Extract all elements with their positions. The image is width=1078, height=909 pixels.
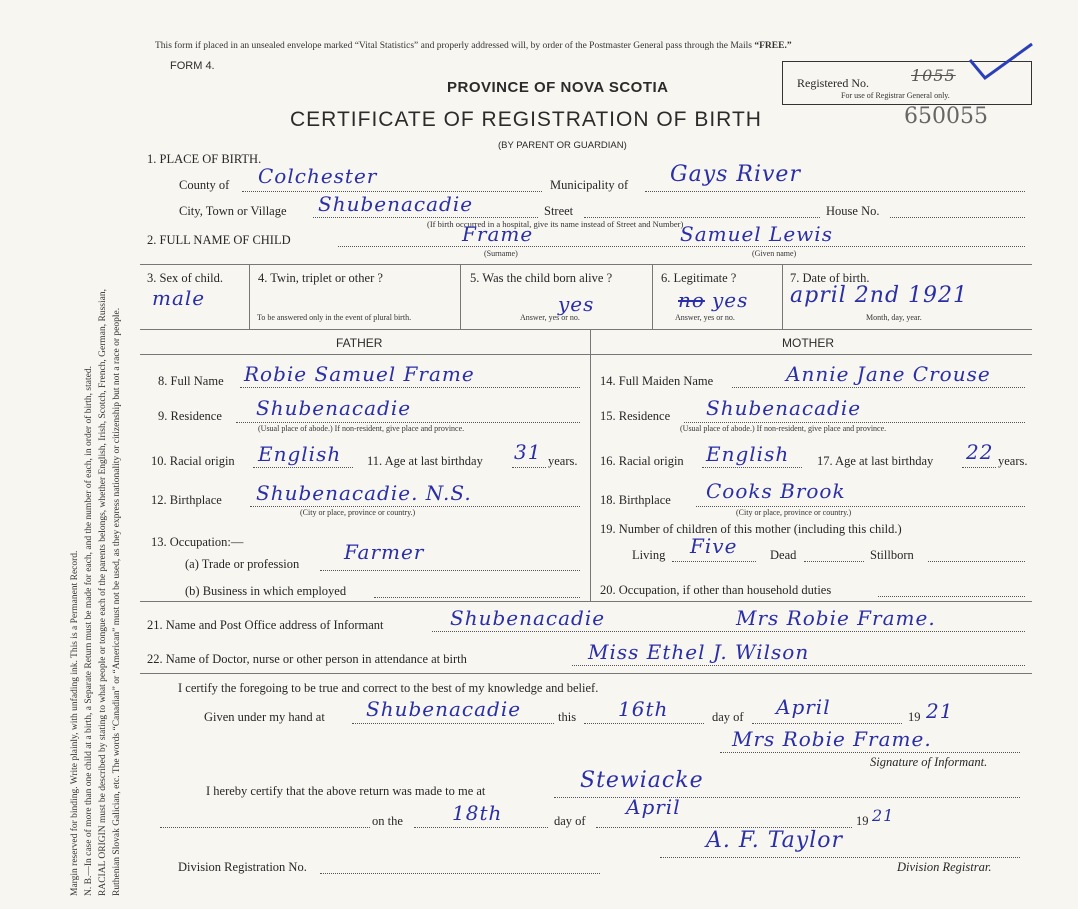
- informant-line: [432, 631, 1025, 632]
- return-place-value: Stewiacke: [580, 768, 704, 793]
- child-name-label: 2. FULL NAME OF CHILD: [147, 233, 291, 247]
- mother-living-label: Living: [632, 548, 666, 562]
- return-month-value: April: [626, 795, 681, 819]
- father-racial-label: 10. Racial origin: [151, 454, 235, 468]
- father-birthplace-line: [250, 506, 580, 507]
- given-under-label: Given under my hand at: [204, 710, 325, 724]
- father-name-line: [240, 387, 580, 388]
- mother-name-line: [732, 387, 1025, 388]
- margin-note-binding: Margin reserved for binding. Write plainly, with unfading ink. This is a Permanent Record.: [70, 550, 80, 896]
- sex-value: male: [152, 286, 206, 310]
- details-divider-4: [782, 264, 783, 329]
- county-label: County of: [179, 178, 230, 192]
- return-blank-line: [160, 827, 370, 828]
- certify-text: I certify the foregoing to be true and correct to the best of my knowledge and belief.: [178, 681, 599, 695]
- given-place-value: Shubenacadie: [366, 697, 522, 721]
- mother-age-unit: years.: [998, 454, 1028, 468]
- father-racial-value: English: [258, 442, 342, 466]
- details-divider-3: [652, 264, 653, 329]
- mother-heading: MOTHER: [782, 336, 834, 350]
- registered-note: For use of Registrar General only.: [841, 91, 950, 100]
- given-year-value: 21: [926, 699, 954, 723]
- stamp-number: 650055: [904, 104, 988, 129]
- mother-racial-label: 16. Racial origin: [600, 454, 684, 468]
- informant-label: 21. Name and Post Office address of Informant: [147, 618, 384, 632]
- twin-label: 4. Twin, triplet or other ?: [258, 271, 383, 285]
- registrar-signature: A. F. Taylor: [706, 828, 844, 853]
- city-label: City, Town or Village: [179, 204, 287, 218]
- date-of-birth-label: 7. Date of birth.: [790, 271, 870, 285]
- mail-notice-text: This form if placed in an unsealed envelope marked “Vital Statistics” and properly addressed will, by order of the Postmaster General pass through the Mails: [155, 41, 752, 51]
- legitimate-note: Answer, yes or no.: [675, 313, 735, 322]
- father-racial-line: [253, 467, 353, 468]
- page-subtitle: (BY PARENT OR GUARDIAN): [498, 140, 627, 151]
- child-surname: Frame: [462, 222, 534, 246]
- father-occupation-label: 13. Occupation:—: [151, 535, 244, 549]
- given-this-label: this: [558, 710, 577, 724]
- return-on-the-label: on the: [372, 814, 403, 828]
- legitimate-struck-value: no: [678, 288, 705, 312]
- given-day-of-label: day of: [712, 710, 744, 724]
- province-heading: PROVINCE OF NOVA SCOTIA: [447, 79, 669, 96]
- return-year-value: 21: [872, 806, 895, 825]
- check-mark-icon: [960, 40, 1040, 85]
- mother-age-value: 22: [966, 440, 994, 464]
- return-place-line: [554, 797, 1020, 798]
- child-given-name: Samuel Lewis: [680, 222, 833, 246]
- father-birthplace-label: 12. Birthplace: [151, 493, 222, 507]
- mother-residence-note: (Usual place of abode.) If non-resident, give place and province.: [680, 424, 887, 433]
- registered-number: 1055: [911, 66, 956, 85]
- father-birthplace-note: (City or place, province or country.): [300, 508, 416, 517]
- twin-note: To be answered only in the event of plural birth.: [257, 313, 412, 322]
- sex-label: 3. Sex of child.: [147, 271, 224, 285]
- father-trade-label: (a) Trade or profession: [185, 557, 300, 571]
- city-value: Shubenacadie: [318, 192, 474, 216]
- mother-name-label: 14. Full Maiden Name: [600, 374, 714, 388]
- details-top-rule: [140, 264, 1032, 265]
- father-residence-label: 9. Residence: [158, 409, 222, 423]
- return-text: I hereby certify that the above return was made to me at: [206, 784, 486, 798]
- return-day-value: 18th: [452, 801, 503, 825]
- margin-note-nationality: Ruthenian Slovak Galician, etc. The words “Canadian” or “American” must not be used, as they express nationality or citizenship but not a race or people.: [112, 307, 122, 896]
- mother-residence-value: Shubenacadie: [706, 396, 862, 420]
- given-day-value: 16th: [618, 697, 669, 721]
- details-bottom-rule: [140, 329, 1032, 330]
- father-age-unit: years.: [548, 454, 578, 468]
- city-line: [313, 217, 538, 218]
- date-of-birth-value: april 2nd 1921: [790, 283, 969, 308]
- mother-occupation-label: 20. Occupation, if other than household duties: [600, 583, 832, 597]
- father-name-label: 8. Full Name: [158, 374, 224, 388]
- mail-free-label: “FREE.”: [754, 41, 792, 51]
- given-day-line: [584, 723, 704, 724]
- division-registration-label: Division Registration No.: [178, 860, 307, 874]
- surname-note: (Surname): [484, 249, 518, 258]
- given-year-prefix: 19: [908, 710, 921, 724]
- details-divider-2: [460, 264, 461, 329]
- father-heading: FATHER: [336, 336, 383, 350]
- father-business-line: [374, 597, 580, 598]
- alive-note: Answer, yes or no.: [520, 313, 580, 322]
- house-label: House No.: [826, 204, 880, 218]
- given-name-note: (Given name): [752, 249, 797, 258]
- given-month-value: April: [776, 695, 831, 719]
- parents-heading-rule: [140, 354, 1032, 355]
- legitimate-label: 6. Legitimate ?: [661, 271, 737, 285]
- municipality-value: Gays River: [670, 162, 801, 187]
- mail-notice: [155, 41, 792, 51]
- municipality-line: [645, 191, 1025, 192]
- father-age-line: [512, 467, 546, 468]
- child-name-line: [338, 246, 1025, 247]
- mother-racial-line: [702, 467, 802, 468]
- legitimate-value: yes: [712, 288, 749, 312]
- mother-name-value: Annie Jane Crouse: [786, 362, 991, 386]
- given-month-line: [752, 723, 902, 724]
- informant-name: Mrs Robie Frame.: [736, 606, 936, 630]
- parents-center-rule: [590, 329, 591, 601]
- municipality-label: Municipality of: [550, 178, 629, 192]
- father-trade-line: [320, 570, 580, 571]
- alive-label: 5. Was the child born alive ?: [470, 271, 613, 285]
- division-registration-line: [320, 873, 600, 874]
- house-line: [890, 217, 1025, 218]
- mother-residence-line: [684, 422, 1025, 423]
- details-divider-1: [249, 264, 250, 329]
- attendant-label: 22. Name of Doctor, nurse or other person in attendance at birth: [147, 652, 467, 666]
- hospital-note: (If birth occurred in a hospital, give its name instead of Street and Number): [427, 219, 684, 229]
- mother-birthplace-line: [696, 506, 1025, 507]
- informant-signature: Mrs Robie Frame.: [732, 727, 932, 751]
- margin-note-racial-origin: RACIAL ORIGIN must be described by stating to what people or tongue each of the parents belongs, whether English, Irish, Scotch, French, German, Russian,: [98, 289, 108, 896]
- return-day-of-label: day of: [554, 814, 586, 828]
- mother-living-line: [672, 561, 756, 562]
- street-label: Street: [544, 204, 574, 218]
- street-line: [584, 217, 820, 218]
- signature-of-informant-label: Signature of Informant.: [870, 755, 988, 769]
- father-birthplace-value: Shubenacadie. N.S.: [256, 481, 472, 505]
- return-day-line: [414, 827, 548, 828]
- mother-stillborn-line: [928, 561, 1025, 562]
- mother-birthplace-value: Cooks Brook: [706, 479, 846, 503]
- mother-occupation-line: [878, 596, 1025, 597]
- registrar-signature-line: [660, 857, 1020, 858]
- mother-racial-value: English: [706, 442, 790, 466]
- father-residence-value: Shubenacadie: [256, 396, 412, 420]
- date-of-birth-note: Month, day, year.: [866, 313, 922, 322]
- mother-stillborn-label: Stillborn: [870, 548, 914, 562]
- place-of-birth-label: 1. PLACE OF BIRTH.: [147, 152, 262, 166]
- father-age-label: 11. Age at last birthday: [367, 454, 483, 468]
- county-value: Colchester: [258, 164, 378, 188]
- mother-children-label: 19. Number of children of this mother (including this child.): [600, 522, 902, 536]
- father-residence-line: [236, 422, 580, 423]
- division-registrar-label: Division Registrar.: [897, 860, 992, 874]
- father-name-value: Robie Samuel Frame: [244, 362, 475, 386]
- father-business-label: (b) Business in which employed: [185, 584, 347, 598]
- certification-top-rule: [140, 673, 1032, 674]
- father-residence-note: (Usual place of abode.) If non-resident, give place and province.: [258, 424, 465, 433]
- informant-signature-line: [720, 752, 1020, 753]
- given-place-line: [352, 723, 554, 724]
- mother-residence-label: 15. Residence: [600, 409, 671, 423]
- registered-label: Registered No.: [797, 76, 869, 90]
- margin-note-plural-births: N. B.—In case of more than one child at a birth, a Separate Return must be made for each, and the number of each, in order of birth, stated.: [84, 366, 94, 896]
- form-number: FORM 4.: [170, 60, 215, 72]
- mother-dead-label: Dead: [770, 548, 797, 562]
- mother-age-label: 17. Age at last birthday: [817, 454, 934, 468]
- mother-birthplace-label: 18. Birthplace: [600, 493, 671, 507]
- informant-address: Shubenacadie: [450, 606, 606, 630]
- mother-birthplace-note: (City or place, province or country.): [736, 508, 852, 517]
- mother-dead-line: [804, 561, 864, 562]
- parents-bottom-rule: [140, 601, 1032, 602]
- page-title: CERTIFICATE OF REGISTRATION OF BIRTH: [290, 108, 762, 131]
- alive-value: yes: [558, 292, 595, 316]
- attendant-value: Miss Ethel J. Wilson: [588, 640, 810, 664]
- attendant-line: [572, 665, 1025, 666]
- father-age-value: 31: [514, 440, 542, 464]
- mother-living-value: Five: [690, 534, 738, 558]
- return-year-prefix: 19: [856, 814, 869, 828]
- mother-age-line: [962, 467, 996, 468]
- father-trade-value: Farmer: [344, 540, 425, 564]
